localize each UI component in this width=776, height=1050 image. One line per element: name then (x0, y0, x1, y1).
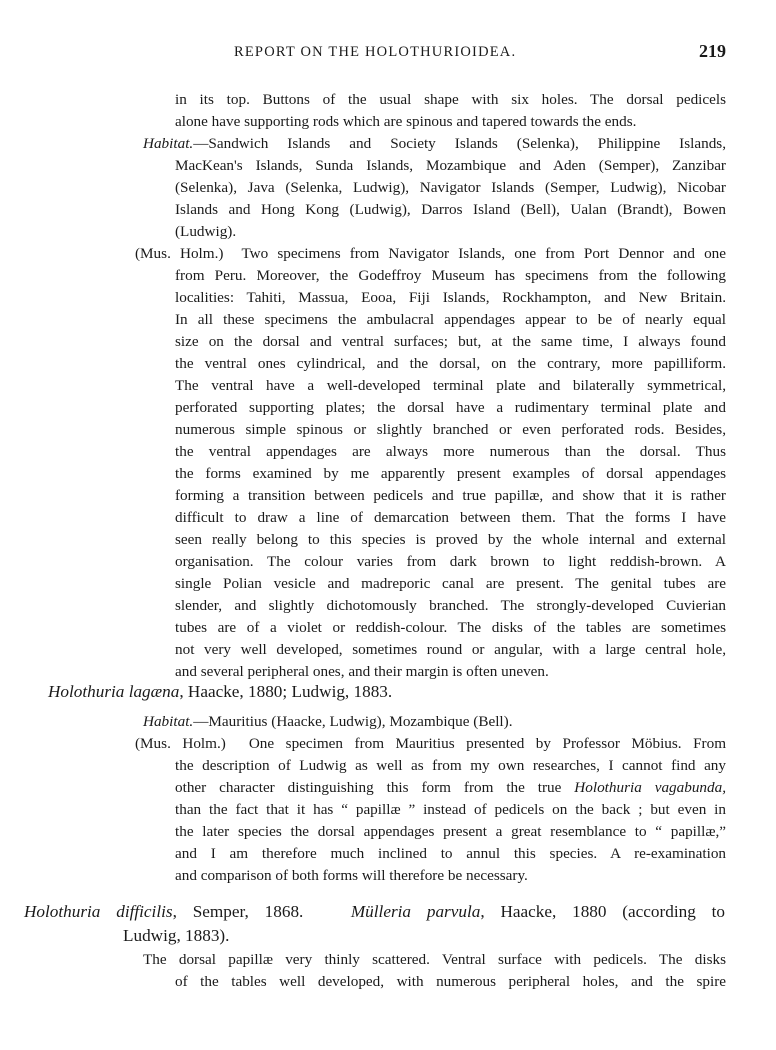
text-line: localities: Tahiti, Massua, Eooa, Fiji Islands, Rockhampton, and New Britain. (175, 289, 726, 306)
text-line: The dorsal papillæ very thinly scattered. Ventral surface with pedicels. The disks (143, 951, 726, 968)
description-paragraph (143, 949, 726, 993)
text-line: organisation. The colour varies from dark brown to light reddish-brown. A (175, 553, 726, 570)
synonym-name: Mülleria parvula (350, 902, 481, 921)
habitat-paragraph (143, 133, 726, 243)
museum-label: (Mus. Holm.) (135, 735, 226, 752)
text-line: (Mus. Holm.) One specimen from Mauritius presented by Professor Möbius. From (135, 735, 727, 752)
text-line: (Ludwig). (175, 223, 237, 240)
text-line: In all these specimens the ambulacral appendages appear to be of nearly equal (175, 311, 726, 328)
habitat-label: Habitat. (143, 135, 194, 152)
intro-paragraph (175, 89, 726, 133)
text-line: Habitat.—Mauritius (Haacke, Ludwig), Mozambique (Bell). (143, 713, 513, 730)
text-line: of the tables well developed, with numerous peripheral holes, and the spire (175, 973, 726, 990)
inline-species-name: Holothuria vagabunda, (574, 779, 726, 796)
heading-continuation: Ludwig, 1883). (123, 926, 230, 945)
text-line: the ventral ones cylindrical, and the dorsal, on the contrary, more papilliform. (175, 355, 726, 372)
text-line: single Polian vesicle and madreporic canal are present. The genital tubes are (175, 575, 726, 592)
text-line: Islands and Hong Kong (Ludwig), Darros Island (Bell), Ualan (Brandt), Bowen (175, 201, 726, 218)
text-line: other character distinguishing this form from the true Holothuria vagabunda, (175, 779, 726, 796)
text-line: Habitat.—Sandwich Islands and Society Islands (Selenka), Philippine Islands, (143, 135, 726, 152)
text-line: and several peripheral ones, and their margin is often uneven. (175, 663, 549, 680)
text-line: difficult to draw a line of demarcation between them. That the forms I have (175, 509, 726, 526)
text-line: and I am therefore much inclined to annul this species. A re-examination (175, 845, 726, 862)
text-line: the forms examined by me apparently present examples of dorsal appendages (175, 465, 726, 482)
species-name: Holothuria lagæna (48, 682, 180, 701)
text-line: alone have supporting rods which are spinous and tapered towards the ends. (175, 113, 637, 130)
habitat-label: Habitat. (143, 713, 194, 730)
text-line: slender, and slightly dichotomously branched. The strongly-developed Cuvierian (175, 597, 726, 614)
text-line: size on the dorsal and ventral surfaces; but, at the same time, I always found (175, 333, 726, 350)
text-line: the description of Ludwig as well as from my own researches, I cannot find any (175, 757, 726, 774)
text-line: than the fact that it has “ papillæ ” instead of pedicels on the back ; but even in (175, 801, 726, 818)
text-line: numerous simple spinous or slightly branched or even perforated rods. Besides, (175, 421, 726, 438)
museum-paragraph (135, 243, 726, 683)
museum-paragraph (135, 733, 727, 887)
habitat-paragraph (143, 711, 726, 733)
text-line: the later species the dorsal appendages present a great resemblance to “ papillæ,” (175, 823, 726, 840)
text-line: (Mus. Holm.) Two specimens from Navigator Islands, one from Port Dennor and one (135, 245, 726, 262)
running-title: REPORT ON THE HOLOTHURIOIDEA. (234, 44, 517, 60)
text-line: in its top. Buttons of the usual shape with six holes. The dorsal pedicels (175, 91, 726, 108)
text-line: and comparison of both forms will therefore be necessary. (175, 867, 528, 884)
text-line: seen really belong to this species is proved by the whole internal and external (175, 531, 726, 548)
species-heading: Holothuria difficilis, Semper, 1868. Mülleria parvula, Haacke, 1880 (according to Ludwig, 1883). (24, 900, 725, 948)
text-line: forming a transition between pedicels and true papillæ, and show that it is rather (175, 487, 726, 504)
text-line: The ventral have a well-developed terminal plate and bilaterally symmetrical, (175, 377, 726, 394)
text-line: the ventral appendages are always more numerous than the dorsal. Thus (175, 443, 726, 460)
text-line: (Selenka), Java (Selenka, Ludwig), Navigator Islands (Semper, Ludwig), Nicobar (175, 179, 726, 196)
species-name: Holothuria difficilis (24, 902, 173, 921)
species-heading (48, 680, 392, 704)
text-line: tubes are of a violet or reddish-colour. The disks of the tables are sometimes (175, 619, 726, 636)
text-line: perforated supporting plates; the dorsal have a rudimentary terminal plate and (175, 399, 726, 416)
text-line: MacKean's Islands, Sunda Islands, Mozambique and Aden (Semper), Zanzibar (175, 157, 726, 174)
page-number: 219 (699, 41, 726, 61)
museum-label: (Mus. Holm.) (135, 245, 224, 262)
text-line: from Peru. Moreover, the Godeffroy Museum has specimens from the following (175, 267, 726, 284)
species-authority: , Haacke, 1880; Ludwig, 1883. (179, 682, 393, 701)
text-line: not very well developed, sometimes round or angular, with a large central hole, (175, 641, 726, 658)
